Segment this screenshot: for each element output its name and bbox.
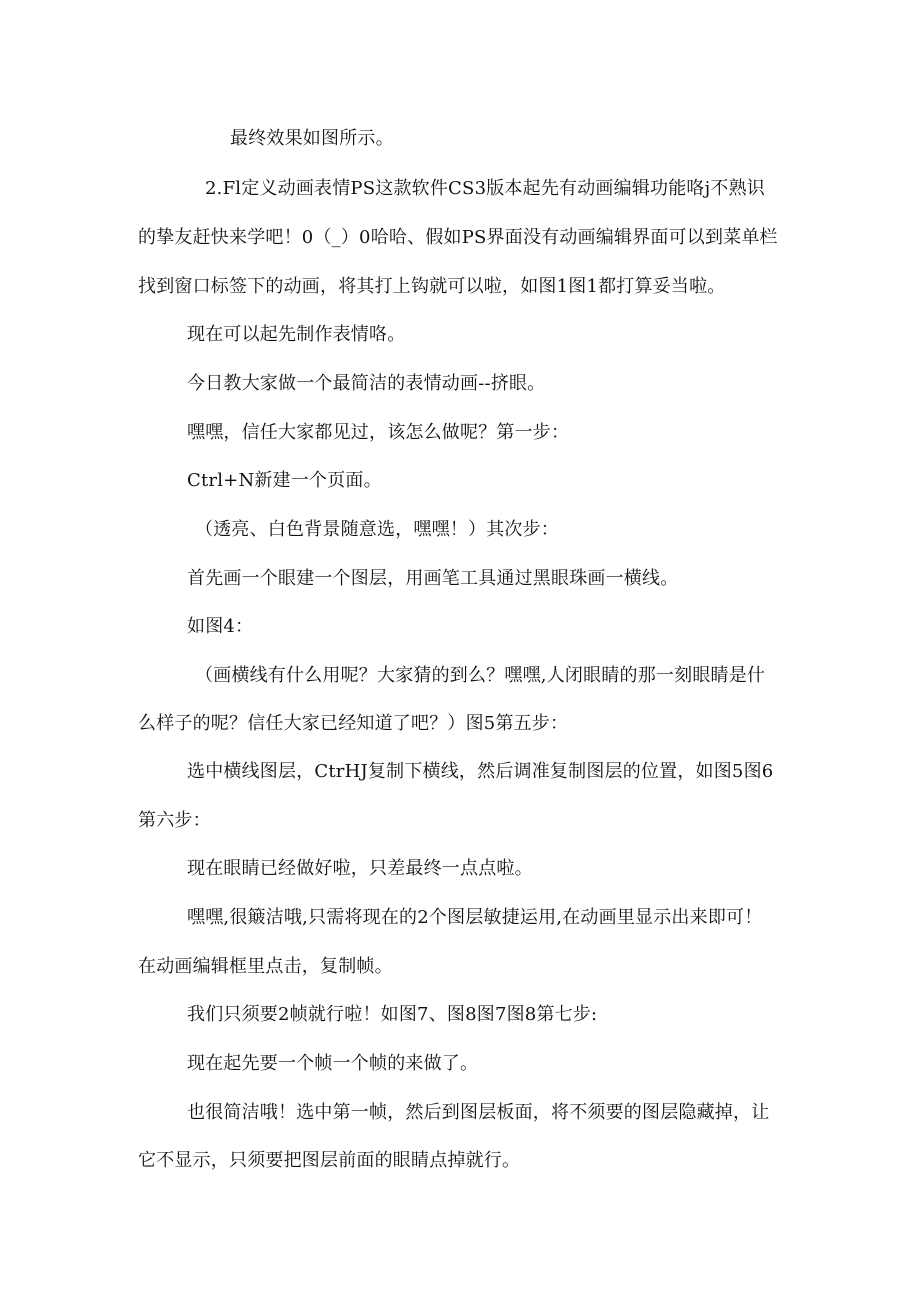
paragraph-draw-eye: 首先画一个眼建一个图层，用画笔工具通过黑眼珠画一横线。 [187, 568, 679, 589]
paragraph-animation-intro-line-2: 的挚友赶快来学吧！0（_）0哈哈、假如PS界面没有动画编辑界面可以到菜单栏 [138, 227, 778, 248]
paragraph-today-lesson: 今日教大家做一个最简洁的表情动画--挤眼。 [187, 373, 546, 394]
paragraph-hide-layer-line-2: 它不显示，只须要把图层前面的眼睛点掉就行。 [138, 1150, 521, 1171]
paragraph-step-two: （透亮、白色背景随意选，嘿嘿！）其次步： [195, 519, 559, 540]
paragraph-copy-layer-line-2: 第六步： [138, 810, 211, 831]
paragraph-eye-done: 现在眼睛已经做好啦，只差最终一点点啦。 [187, 858, 533, 879]
paragraph-start-making: 现在可以起先制作表情咯。 [187, 324, 406, 345]
paragraph-step-one: 嘿嘿，信任大家都见过，该怎么做呢？第一步： [187, 422, 570, 443]
paragraph-animation-intro-line-1: 2.Fl定义动画表情PS这款软件CS3版本起先有动画编辑功能咯j不熟识 [205, 178, 765, 199]
paragraph-two-frames: 我们只须要2帧就行啦！如图7、图8图7图8第七步: [187, 1004, 598, 1025]
paragraph-figure-4: 如图4： [187, 616, 254, 637]
paragraph-use-layers-line-2: 在动画编辑框里点击，复制帧。 [138, 956, 393, 977]
paragraph-line-question-line-1: （画横线有什么用呢？大家猜的到么？嘿嘿,人闭眼睛的那一刻眼睛是什 [195, 665, 766, 686]
paragraph-final-effect: 最终效果如图所示。 [230, 128, 394, 149]
paragraph-new-page: Ctrl+N新建一个页面。 [187, 470, 382, 491]
paragraph-animation-intro-line-3: 找到窗口标签下的动画，将其打上钩就可以啦，如图1图1都打算妥当啦。 [138, 276, 726, 297]
paragraph-line-question-line-2: 么样子的呢？信任大家已经知道了吧？）图5第五步： [138, 713, 569, 734]
paragraph-frame-by-frame: 现在起先要一个帧一个帧的来做了。 [187, 1053, 479, 1074]
paragraph-copy-layer-line-1: 选中横线图层，CtrHJ复制下横线，然后调准复制图层的位置，如图5图6 [187, 761, 774, 782]
paragraph-use-layers-line-1: 嘿嘿,很簸洁哦,只需将现在的2个图层敏捷运用,在动画里显示出来即可！ [187, 907, 763, 928]
paragraph-hide-layer-line-1: 也很简洁哦！选中第一帧，然后到图层板面，将不须要的图层隐藏掉，让 [187, 1102, 770, 1123]
